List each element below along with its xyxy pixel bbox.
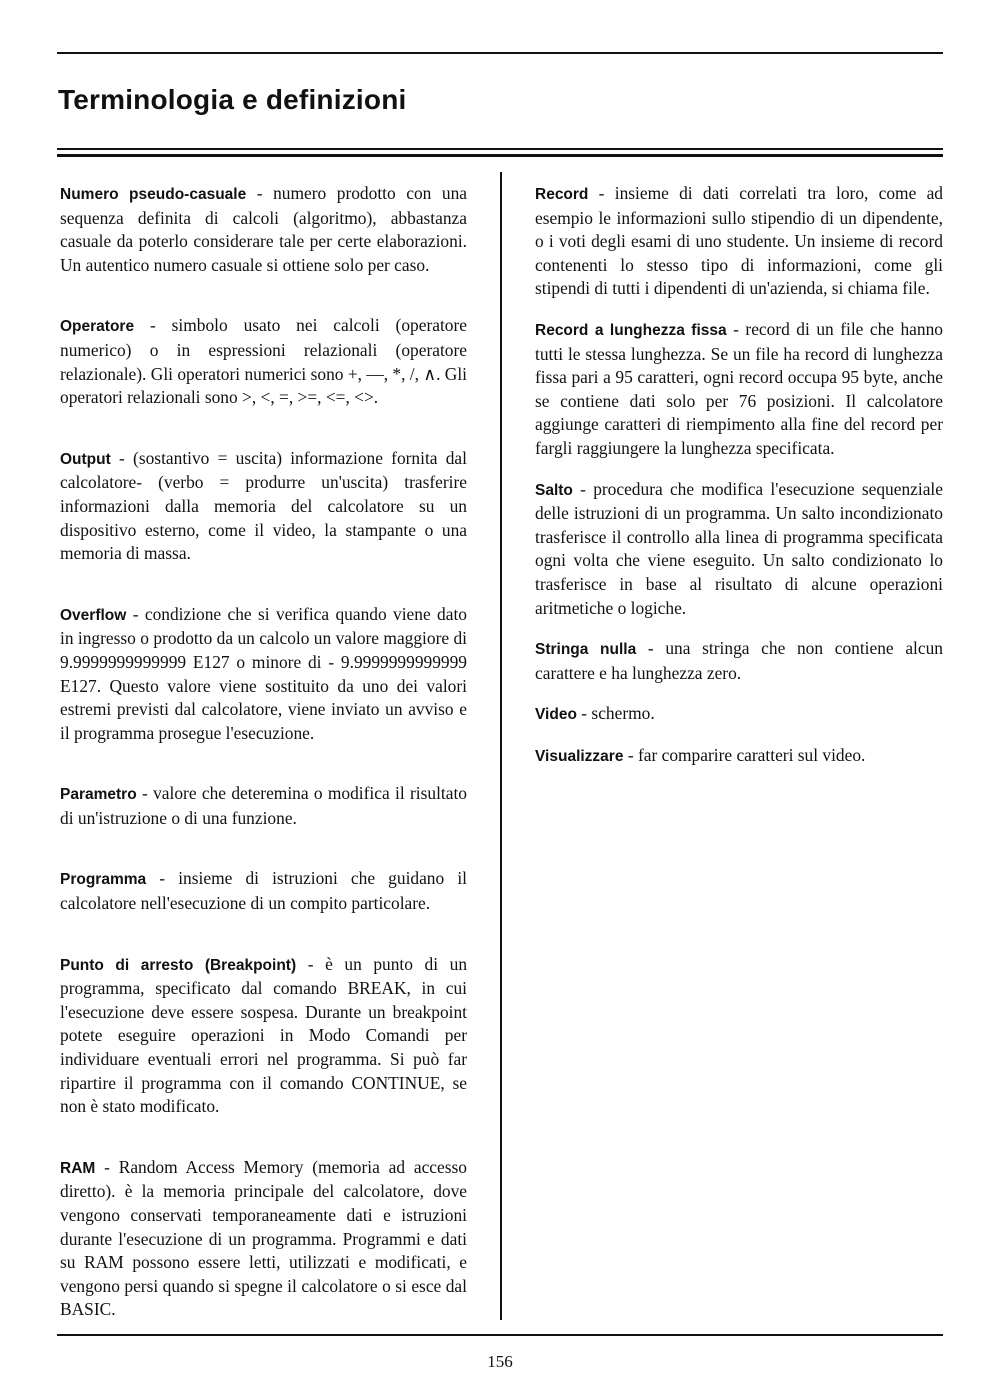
entry-term: Numero pseudo-casuale [60,186,247,203]
header-rule-thin [57,148,943,150]
entry-separator: - [110,447,134,468]
entry-definition: è un punto di un programma, specificato dal comando BREAK, in cui l'esecuzione deve essere sospesa. Durante un breakpoint potete eseguire operazioni in Modo Comandi per individuare eventuali errori nel programma. Si può far ripartire il programma con il comando CONTINUE, se non è stato modificato. [60,953,468,1117]
entry-definition: insieme di istruzioni che guidano il calcolatore nell'esecuzione di un compito particolare. [60,868,467,914]
entry-separator: - [146,868,179,889]
entry-term: Programma [60,871,147,889]
glossary-entry-salto [535,478,943,621]
glossary-entry-record [535,182,943,301]
top-rule [57,52,943,54]
entry-term: Stringa nulla [535,641,637,659]
header-rule-thick [57,154,943,157]
glossary-entry-operatore [60,314,467,409]
entry-definition: insieme di dati correlati tra loro, come ad esempio le informazioni sullo stipendio di un dipendente, o i voti degli esami di uno studente. Un insieme di record contenenti lo stesso tipo di informazioni, come gli stipendi di tutti i dipendenti di un'azienda, si chiama file. [535,183,943,299]
entry-definition: simbolo usato nei calcoli (operatore numerico) o in espressioni relazionali (operatore relazionale). Gli operatori numerici sono +, —, *, /, ∧. Gli operatori relazionali sono >, <, =, >=, <=, <>. [60,315,467,408]
glossary-entry-programma [60,867,467,915]
entry-definition: Random Access Memory (memoria ad accesso diretto). è la memoria principale del calcolatore, dove vengono conservati temporaneamente dati e istruzioni durante l'esecuzione di un programma. Programmi e dati su RAM possono essere letti, utilizzati e modificati, e vengono persi quando si spegne il calcolatore o si esce dal BASIC. [60,1156,467,1320]
entry-definition: numero prodotto con una sequenza definita di calcoli (algoritmo), abbastanza casuale da poterlo considerare tale per certe elaborazioni. Un autentico numero casuale si ottiene solo per caso. [60,183,467,275]
entry-separator: - [95,1156,119,1177]
entry-separator: - [134,315,172,336]
entry-term: RAM [60,1159,96,1177]
entry-separator: - [588,183,615,203]
glossary-entry-visualizzare [535,744,943,769]
glossary-entry-overflow [60,603,467,746]
entry-definition: (sostantivo = uscita) informazione fornita dal calcolatore- (verbo = produrre un'uscita) trasferire informazioni dalla memoria del calcolatore su un dispositivo esterno, come il video, la stampante o una memoria di massa. [60,447,467,564]
column-divider [500,172,502,1320]
left-column [60,182,467,1359]
glossary-entry-video [535,702,943,727]
entry-separator: - [296,953,326,974]
entry-term: Output [60,450,111,468]
entry-separator: - [572,478,594,499]
entry-term: Record [535,186,589,203]
entry-definition: condizione che si verifica quando viene dato in ingresso o prodotto da un calcolo un valore maggiore di 9.9999999999999 E127 o minore di - 9.9999999999999 E127. Questo valore viene sostituito da uno dei valori estremi previsti dal calcolatore, viene inviato un avviso e il programma prosegue l'esecuzione. [60,603,467,743]
entry-term: Record a lunghezza fissa [535,321,727,339]
page-title: Terminologia e definizioni [58,84,407,115]
glossary-entry-parametro [60,782,467,830]
glossary-entry-numero-pseudo-casuale [60,182,467,277]
glossary-entry-output [60,447,467,566]
entry-term: Operatore [60,318,135,336]
entry-term: Video [535,706,577,724]
entry-definition: procedura che modifica l'esecuzione sequenziale delle istruzioni di un programma. Un salto incondizionato trasferisce il controllo alla linea di programma specificata ogni volta che viene eseguito. Un salto condizionato lo trasferisce in base al risultato di alcune operazioni aritmetiche o logiche. [535,478,943,618]
glossary-entry-stringa-nulla [535,637,943,685]
entry-definition: valore che deteremina o modifica il risultato di un'istruzione o di una funzione. [60,783,467,828]
entry-separator: - [636,638,666,659]
entry-term: Parametro [60,786,137,804]
page-number: 156 [487,1352,513,1371]
entry-separator: - [246,183,274,203]
entry-definition: far comparire caratteri sul video. [637,744,866,765]
entry-separator: - [136,783,154,804]
entry-term: Visualizzare [535,747,624,765]
entry-term: Salto [535,481,573,499]
entry-separator: - [126,603,145,624]
entry-term: Overflow [60,606,127,624]
entry-separator: - [726,318,746,339]
glossary-entry-ram [60,1156,467,1322]
entry-definition: schermo. [591,703,655,724]
entry-term: Punto di arresto (Breakpoint) [60,956,297,974]
entry-definition: una stringa che non contiene alcun carattere e ha lunghezza zero. [535,638,943,683]
entry-separator: - [576,703,592,724]
glossary-entry-record-a-lunghezza-fissa [535,318,943,461]
entry-definition: record di un file che hanno tutti le stessa lunghezza. Se un file ha record di lunghezza fissa pari a 95 caratteri, ogni record occupa 95 byte, anche se contiene dati solo per 76 posizioni. Il calcolatore aggiunge caratteri di riempimento alla fine del record per fargli raggiungere la lunghezza specificata. [535,318,943,458]
entry-separator: - [623,744,638,765]
glossary-entry-punto-di-arresto [60,953,467,1119]
bottom-rule [57,1334,943,1336]
right-column [535,182,943,785]
